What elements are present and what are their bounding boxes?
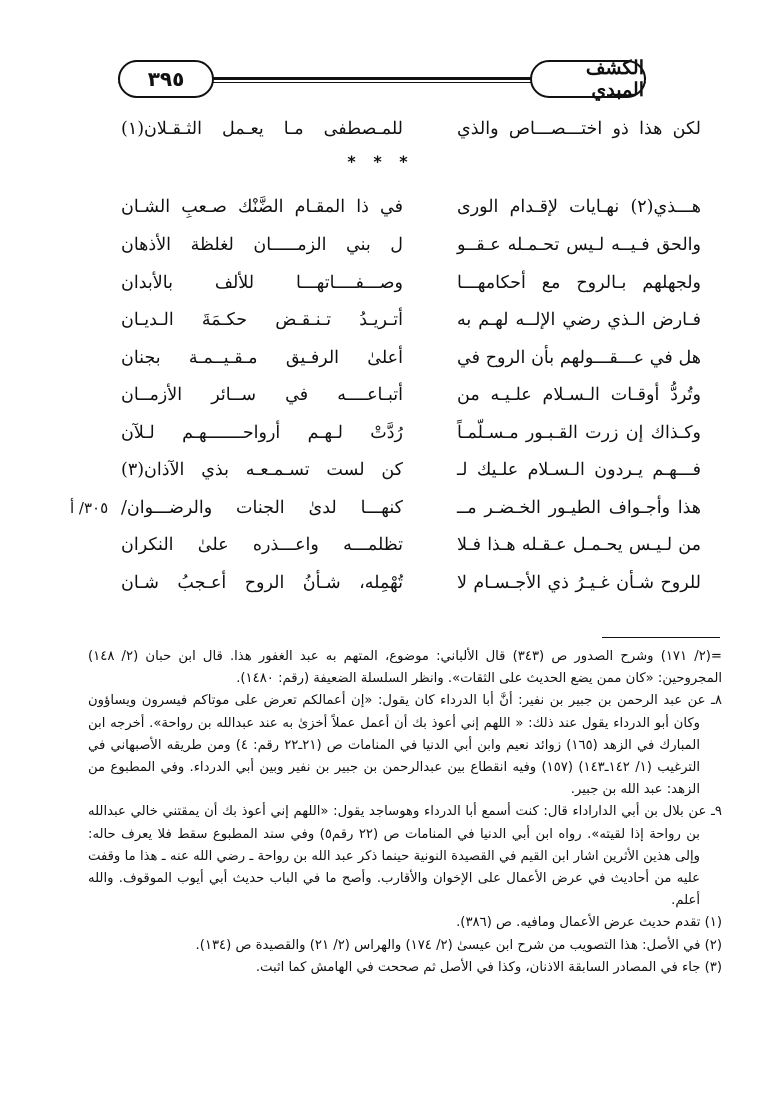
verse: [0, 190, 761, 224]
verse: [0, 341, 761, 375]
hemistich-right: لكن هذا ذو اختـــصـــاص والذي: [457, 119, 701, 139]
hemistich-right: ولجهلهم بـالروح مع أحكامهـــا: [457, 273, 701, 293]
footnote-numbered: ٨ـ عن عبد الرحمن بن جبير بن نفير: أنَّ أبا الدرداء كان يقول: «إن أعمالكم تعرض على موتاكم فيسرون ويساؤون وكان أبو الدرداء يقول عند ذلك: « اللهم إني أعوذ بك أن أعمل عملاً أخزىٰ به عند عبدالله بن رواحة». أخرجه ابن المبارك في الزهد (١٦٥) زوائد نعيم وابن أبي الدنيا في المنامات ص (٢١ـ٢٢ رقم: ٤) ومن طريقه الأصبهاني في الترغيب (١/ ١٤٢ـ١٤٣) (١٥٧) وفيه انقطاع بين عبدالرحمن بن جبير بن نفير وبين أبي الدرداء. وفي المطبوع من الزهد: عبد الله بن جبير.: [88, 693, 722, 798]
hemistich-left: ل بني الزمـــــان لغلظة الأذهان: [121, 235, 403, 255]
footnote-ref: (٢) في الأصل: هذا التصويب من شرح ابن عيسىٰ (٢/ ١٧٤) والهراس (٢/ ٢١) والقصيدة ص (١٣٤).: [195, 937, 722, 953]
book-title: الكشف المبدي: [530, 60, 646, 98]
page-header: [118, 55, 646, 105]
manuscript-folio-note: ٣٠٥/ أ: [70, 499, 109, 517]
hemistich-right: هذا وأجـواف الطيـور الخـضـر مــ: [457, 498, 701, 518]
hemistich-right: فـارض الـذي رضي الإلــه لهـم به: [457, 310, 701, 330]
footnote-ref: (٣) جاء في المصادر السابقة الاذنان، وكذا في الأصل ثم صححت في الهامش كما اثبت.: [255, 959, 722, 975]
hemistich-right: والحق فـيــه لـيس تحـمـله عـقــو: [457, 235, 701, 255]
footnote-continuation: =(٢/ ١٧١) وشرح الصدور ص (٣٤٣) قال الألباني: موضوع، المتهم به عبد الغفور هذا. قال ابن حبان (٢/ ١٤٨) المجروحين: «كان ممن يضع الحديث على الثقات». وانظر السلسلة الضعيفة (رقم: ١٤٨٠).: [88, 649, 722, 687]
hemistich-right: فـــهـم يـردون الـسـلام علـيك لـ: [457, 460, 701, 480]
footnote-numbered: ٩ـ عن بلال بن أبي الداراداء قال: كنت أسمع أبا الدرداء وهوساجد يقول: «اللهم إني أعوذ بك أن يمقتني خالي عبدالله بن رواحة إذا لقيته». رواه ابن أبي الدنيا في المنامات ص (٢٢ رقم٥) وفي سند المطبوع سقط فلا يعرف حاله: وإلى هذين الأثرين اشار ابن القيم في القصيدة النونية حينما ذكر عبد الله بن رواحة ـ رضي الله عنه ـ هذا ما وقفت عليه من أحاديث في عرض الأعمال على الإخوان والأقارب. وأصح ما في الباب حديث أبي أيوب الموقوف. والله أعلم.: [88, 804, 722, 909]
hemistich-right: هـــذي(٢) نهـايات لإقـدام الورى: [457, 197, 701, 217]
hemistich-right: هل في عـــقـــولهم بأن الروح في: [457, 348, 701, 368]
section-separator: * * *: [347, 152, 414, 171]
verse: [0, 528, 761, 562]
verse: [0, 378, 761, 412]
hemistich-left: تظلمـــه واعـــذره علىٰ النكران: [121, 535, 403, 555]
verse: [0, 491, 761, 525]
footnotes: [88, 646, 722, 979]
hemistich-left: كنهـــا لدىٰ الجنات والرضـــوان/: [121, 498, 403, 518]
hemistich-right: وتُردُّ أوقـات الـسـلام علـيـه من: [457, 385, 701, 405]
hemistich-left: للمـصطفى مـا يعـمل الثـقـلان(١): [121, 119, 403, 139]
footnote-separator: [602, 637, 720, 638]
hemistich-left: أتـريـدُ تـنـقـض حكـمَةَ الـديـان: [121, 310, 403, 330]
footnote-ref: (١) تقدم حديث عرض الأعمال ومافيه. ص (٣٨٦).: [456, 915, 722, 931]
hemistich-left: تُهْمِله، شـأنُ الروح أعـجبُ شـان: [121, 573, 403, 593]
hemistich-right: من لـيـس يحـمـل عـقـله هـذا فـلا: [457, 535, 701, 555]
hemistich-right: للروح شـأن غـيـرُ ذي الأجـسـام لا: [457, 573, 701, 593]
verse: [0, 416, 761, 450]
hemistich-left: أعلىٰ الرفـيق مـقـيــمـة بجنان: [121, 348, 403, 368]
hemistich-left: في ذا المقـام الضَّنْك صـعبِ الشـان: [121, 197, 403, 217]
verse: [0, 453, 761, 487]
hemistich-left: أتبـاعــــه في ســائر الأزمــان: [121, 385, 403, 405]
verse: [0, 566, 761, 600]
hemistich-left: وصـــفــــاتهـــا للألف بالأبدان: [121, 273, 403, 293]
verse: [0, 266, 761, 300]
hemistich-left: كن لست تسـمـعـه بذي الآذان(٣): [121, 460, 403, 480]
hemistich-right: وكـذاك إن زرت القـبـور مـسـلّمـاً: [457, 423, 701, 443]
verse: [0, 228, 761, 262]
verse-opening: [0, 112, 761, 146]
hemistich-left: رُدَّتْ لـهـم أرواحـــــــهـم لـلآن: [121, 423, 403, 443]
page-number: ٣٩٥: [118, 60, 214, 98]
verse: [0, 303, 761, 337]
